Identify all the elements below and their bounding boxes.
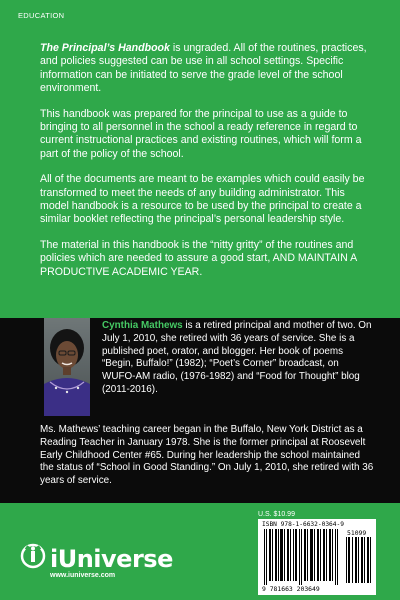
isbn-label: ISBN 978-1-6632-0364-9 <box>262 521 344 528</box>
publisher-url: www.iuniverse.com <box>50 572 116 579</box>
isbn-digits: 9 781663 203649 <box>262 585 320 593</box>
blurb-paragraph-4: The material in this handbook is the “nitty gritty” of the routines and policies which are needed to assure a good start, AND MAINTAIN A PRODUCTIVE ACADEMIC YEAR. <box>40 239 357 278</box>
author-bio-paragraph-2: Ms. Mathews’ teaching career began in the Buffalo, New York District as a Reading Teacher in January 1978. She is the former principal at Roosevelt Early Childhood Center #65. During her leadership the school maintained the status of “School in Good Standing.” On July 1, 2010, she retired with 36 years of service. <box>40 424 374 487</box>
barcode-bars-icon <box>258 519 376 595</box>
price-addon-code: 51099 <box>347 529 367 537</box>
back-cover-blurb <box>40 42 370 291</box>
iuniverse-logo-icon <box>20 543 46 569</box>
isbn-barcode <box>258 519 376 595</box>
publisher-logo <box>20 537 173 587</box>
author-photo <box>44 318 90 416</box>
book-title: The Principal’s Handbook <box>40 42 170 54</box>
blurb-paragraph-3: All of the documents are meant to be examples which could easily be transformed to meet the needs of any building administrator. This model handbook is a resource to be used by the principal to create a similar booklet reflecting the principal’s personal leadership style. <box>40 173 365 226</box>
price-label: U.S. $10.99 <box>258 511 295 518</box>
author-bio-paragraph-1-text: is a retired principal and mother of two. On July 1, 2010, she retired with 36 years of service. She is a published poet, orator, and blogger. Her book of poems “Begin, Buffalo!” (1982); “Poet’s Corner” broadcast, on WUFO-AM radio, (1976-1982) and “Food for Thought” blog (2011-2016). <box>102 320 372 395</box>
blurb-paragraph-2: This handbook was prepared for the principal to use as a guide to bringing to all personnel in the school a ready reference in regard to current instructional practices and existing routines, which will form a part of the policy of the school. <box>40 107 362 160</box>
author-portrait-icon <box>44 318 90 416</box>
blurb-paragraph-1 <box>40 42 370 95</box>
author-bio-band <box>0 318 400 503</box>
blurb-paragraph-1-text: is ungraded. All of the routines, practices, and policies suggested can be use in all school settings. Specific information can be initiated to serve the grade level of the school environment. <box>40 42 367 94</box>
category-label: EDUCATION <box>18 11 65 20</box>
publisher-name: iUniverse <box>50 545 173 573</box>
author-bio-paragraph-1 <box>102 320 374 397</box>
author-name: Cynthia Mathews <box>102 320 183 331</box>
